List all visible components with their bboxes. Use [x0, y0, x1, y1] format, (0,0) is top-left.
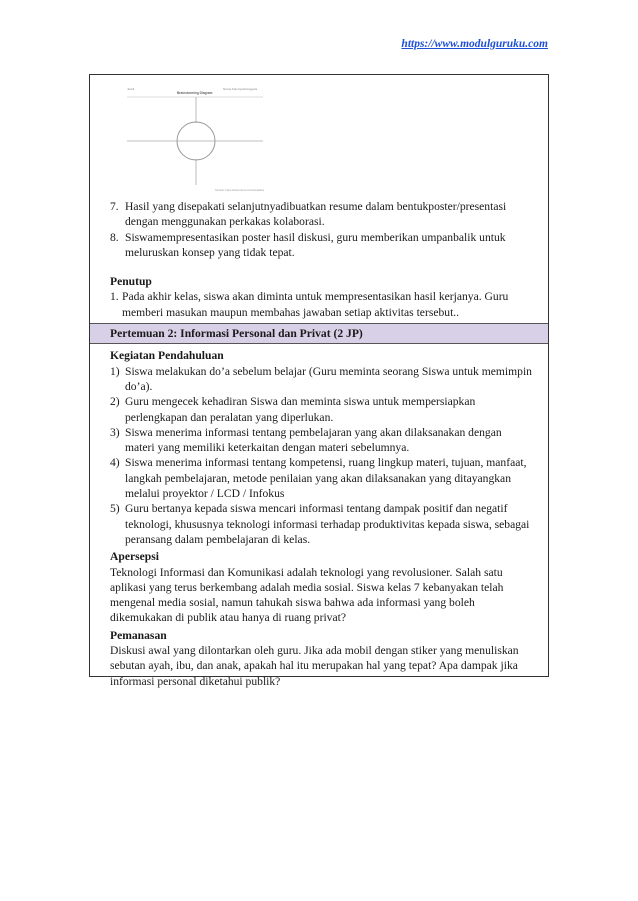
pertemuan-2-body [90, 348, 548, 689]
brainstorming-diagram [125, 85, 265, 193]
list-item [110, 199, 534, 230]
pendahuluan-heading: Kegiatan Pendahuluan [110, 349, 224, 363]
header-url-link[interactable]: https://www.modulguruku.com [401, 38, 548, 50]
list-item-number: 3) [110, 425, 120, 439]
list-item-text: Siswa menerima informasi tentang kompetensi, ruang lingkup materi, tujuan, manfaat, langkah pembelajaran, metode penilaian yang akan dilaksanakan yang ditayangkan melalui proyektor / LCD / Infokus [125, 456, 527, 501]
list-item [110, 501, 534, 547]
list-item [110, 289, 534, 320]
list-item-number: 1. [110, 290, 119, 304]
apersepsi-paragraph: Teknologi Informasi dan Komunikasi adalah teknologi yang revolusioner. Salah satu aplikasi yang terus berkembang adalah media sosial. Siswa kelas 7 kebanyakan telah mengenal media sosial, namun tahukah siswa bahwa ada informasi yang boleh dikemukakan di publik atau hanya di ruang privat? [110, 565, 504, 625]
apersepsi-heading: Apersepsi [110, 550, 159, 564]
list-item-text: Guru mengecek kehadiran Siswa dan meminta siswa untuk mempersiapkan perlengkapan dan peralatan yang diperlukan. [125, 395, 476, 424]
list-item-number: 1) [110, 364, 120, 378]
figure-label-top-left: Judul [127, 87, 135, 91]
document-content [90, 199, 548, 689]
list-item-text: Siswa melakukan do’a sebelum belajar (Guru meminta seorang Siswa untuk memimpin do’a). [125, 364, 532, 393]
list-item-text: Hasil yang disepakati selanjutnyadibuatkan resume dalam bentukposter/presentasi dengan menggunakan perkakas kolaborasi. [125, 200, 507, 229]
list-item-text: Siswamempresentasikan poster hasil diskusi, guru memberikan umpanbalik untuk meluruskan konsep yang tidak tepat. [125, 230, 506, 259]
document-table [89, 74, 549, 688]
figure-label-bottom-right: Sumber: https://www.canva.com/templates [215, 189, 265, 192]
pemanasan-heading: Pemanasan [110, 628, 167, 642]
list-item-text: Pada akhir kelas, siswa akan diminta untuk mempresentasikan hasil kerjanya. Guru memberi masukan maupun membahas jawaban setiap aktivitas tersebut.. [122, 290, 509, 319]
list-item-number: 4) [110, 456, 120, 470]
list-item [110, 455, 534, 501]
list-item [110, 394, 534, 425]
pemanasan-paragraph: Diskusi awal yang dilontarkan oleh guru. Jika ada mobil dengan stiker yang menuliskan sebutan ayah, ibu, dan anak, apakah hal itu merupakan hal yang tepat? Apa dampak jika informasi personal diketahui publik? [110, 644, 519, 688]
list-item-number: 7. [110, 200, 119, 213]
figure-label-top-right: Nama Kelompok/Anggota [223, 87, 258, 91]
list-item-number: 2) [110, 395, 120, 409]
list-item-text: Siswa menerima informasi tentang pembelajaran yang akan dilaksanakan dengan materi yang memiliki keterkaitan dengan materi sebelumnya. [125, 425, 502, 455]
pertemuan-2-heading: Pertemuan 2: Informasi Personal dan Privat (2 JP) [90, 323, 548, 344]
steps-continued [90, 199, 548, 320]
penutup-heading: Penutup [110, 275, 152, 289]
list-item [110, 425, 534, 456]
list-item [110, 364, 534, 395]
figure-label-top-center: Brainstorming Diagram [177, 91, 213, 95]
list-item-number: 5) [110, 502, 120, 516]
list-item [110, 230, 534, 261]
list-item-number: 8. [110, 230, 119, 244]
list-item-text: Guru bertanya kepada siswa mencari informasi tentang dampak positif dan negatif teknologi, khususnya teknologi informasi terhadap produktivitas kepada siswa, sebagai peransang dalam pembelajaran di kelas. [125, 502, 530, 546]
